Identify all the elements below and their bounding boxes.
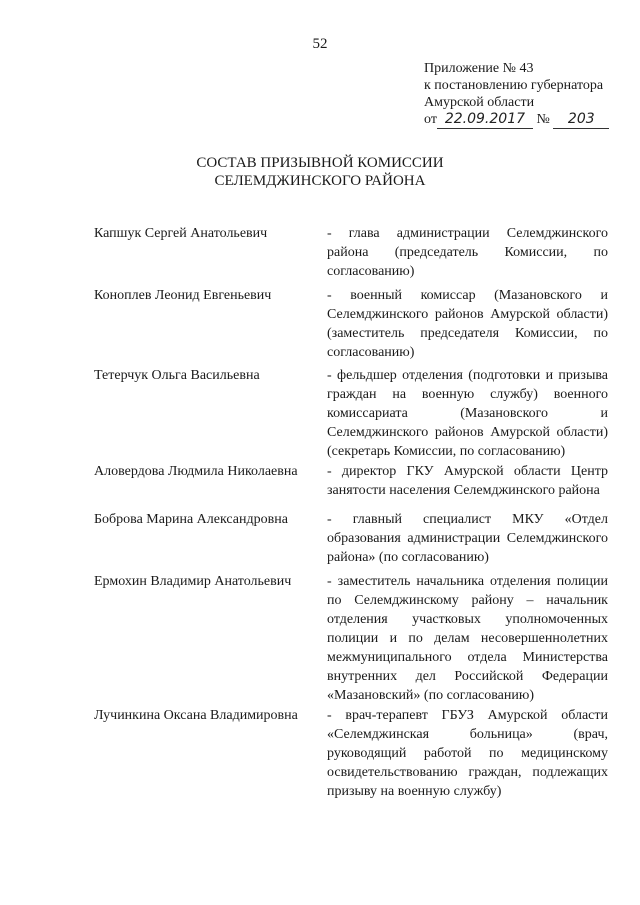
- handwritten-date: 22.09.2017: [437, 111, 533, 129]
- member-role: - врач-терапевт ГБУЗ Амурской области «Селемджинская больница» (врач, руководящий работой по медицинскому освидетельствованию граждан, подлежащих призыву на военную службу): [327, 708, 608, 799]
- member-role: - фельдшер отделения (подготовки и призыва граждан на военную службу) военного комиссариата (Мазановского и Селемджинского районов Амурской области) (секретарь Комиссии, по согласованию): [327, 368, 608, 459]
- member-name: Ермохин Владимир Анатольевич: [94, 574, 292, 589]
- appendix-date-line: [424, 111, 609, 129]
- member-role: - директор ГКУ Амурской области Центр занятости населения Селемджинского района: [327, 464, 608, 498]
- member-name: Аловердова Людмила Николаевна: [94, 464, 298, 479]
- member-role: - глава администрации Селемджинского района (председатель Комиссии, по согласованию): [327, 226, 608, 279]
- appendix-line-2: к постановлению губернатора: [424, 78, 604, 93]
- member-role: - заместитель начальника отделения полиции по Селемджинскому району – начальник отделения участковых уполномоченных полиции и по делам несовершеннолетних межмуниципального отдела Министерства внутренних дел Российской Федерации «Мазановский» (по согласованию): [327, 574, 608, 703]
- member-role: - военный комиссар (Мазановского и Селемджинского районов Амурской области) (заместитель председателя Комиссии, по согласованию): [327, 288, 608, 360]
- member-role: - главный специалист МКУ «Отдел образования администрации Селемджинского района» (по согласованию): [327, 512, 608, 565]
- title-line-1: СОСТАВ ПРИЗЫВНОЙ КОМИССИИ: [196, 155, 444, 171]
- document-title: [0, 154, 640, 190]
- appendix-header: [424, 60, 609, 129]
- number-label: №: [536, 112, 550, 127]
- member-name: Коноплев Леонид Евгеньевич: [94, 288, 272, 303]
- member-name: Тетерчук Ольга Васильевна: [94, 368, 260, 383]
- member-name: Лучинкина Оксана Владимировна: [94, 708, 298, 723]
- handwritten-number: 203: [553, 111, 609, 129]
- member-name: Боброва Марина Александровна: [94, 512, 288, 527]
- page-number: 52: [312, 36, 328, 52]
- date-prefix: от: [424, 112, 437, 127]
- appendix-line-3: Амурской области: [424, 95, 535, 110]
- title-line-2: СЕЛЕМДЖИНСКОГО РАЙОНА: [214, 173, 426, 189]
- appendix-line-1: Приложение № 43: [424, 61, 534, 76]
- member-name: Капшук Сергей Анатольевич: [94, 226, 268, 241]
